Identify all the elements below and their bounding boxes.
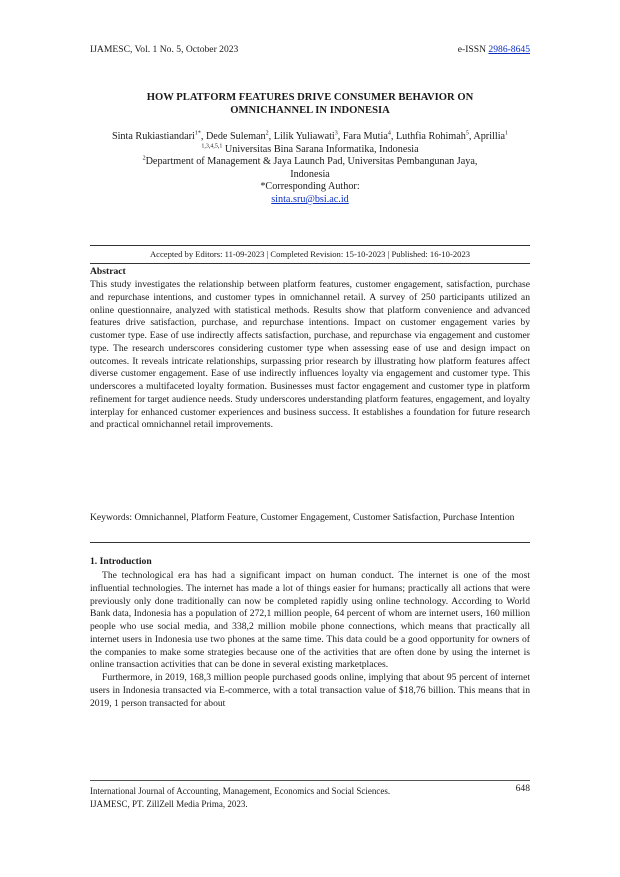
title-line-2: OMNICHANNEL IN INDONESIA xyxy=(230,105,390,116)
footer-line-1: International Journal of Accounting, Management, Economics and Social Sciences. xyxy=(90,786,391,796)
publication-dates: Accepted by Editors: 11-09-2023 | Completed Revision: 15-10-2023 | Published: 16-10-2023 xyxy=(149,249,471,259)
affiliation-2 xyxy=(90,156,530,169)
author-3-sup: 3 xyxy=(334,130,338,137)
eissn xyxy=(458,44,530,55)
affiliation-2-line-2: Indonesia xyxy=(290,168,330,180)
author-5-sup: 5 xyxy=(465,130,469,137)
author-list: Sinta Rukiastiandari$^{1*}$, Dede Suleman$^2$, Lilik Yuliawati$^3$, Fara Mutia$^4$, Luthfia Rohimah$^5$, Aprillia$^1$ xyxy=(111,130,509,142)
page-number: 648 xyxy=(515,783,530,794)
eissn-label: e-ISSN xyxy=(457,44,487,55)
title-line-1: HOW PLATFORM FEATURES DRIVE CONSUMER BEHAVIOR ON xyxy=(146,92,474,103)
author-2-sup: 2 xyxy=(265,130,269,137)
divider-top xyxy=(90,245,530,246)
affiliation-1-text: Universitas Bina Sarana Informatika, Indonesia xyxy=(224,143,419,155)
footer-line-2: IJAMESC, PT. ZillZell Media Prima, 2023. xyxy=(90,798,248,809)
paper-page xyxy=(90,0,530,877)
author-4: Fara Mutia xyxy=(342,131,388,142)
author-2: Dede Suleman xyxy=(205,131,266,142)
abstract-text: This study investigates the relationship between platform features, customer engagement, satisfaction, purchase and repurchase intentions, and customer types in omnichannel retail. A survey of 250 participants utilized an online questionnaire, analyzed with statistical methods. Results show that platform convenience and advanced features drive satisfaction, purchase, and repurchase intentions. Impact on customer engagement varies by customer type. Ease of use indirectly affects satisfaction, purchase, and repurchase via engagement and customer type. The research underscores considering customer type when assessing ease of use and design impact on outcomes. It reveals intricate relationships, surpassing prior research by illustrating how platform features affect diverse customer engagement. Ease of use indirectly influences loyalty via engagement and customer type. This underscores a multifaceted loyalty formation. Businesses must factor engagement and customer type in platform refinement for target audience needs. Study underscores understanding platform features, engagement, and loyalty interplay for enhanced customer experiences and business success. It establishes a foundation for future research and practical omnichannel retail improvements. xyxy=(90,279,530,431)
paper-title xyxy=(90,91,530,117)
journal-issue: IJAMESC, Vol. 1 No. 5, October 2023 xyxy=(90,44,239,55)
keywords-label: Keywords: xyxy=(90,512,133,523)
running-header xyxy=(90,44,530,55)
affiliation-1-sup: 1,3,4,5,1 xyxy=(201,143,223,150)
affiliation-2-line-1: Department of Management & Jaya Launch Pad, Universitas Pembangunan Jaya, xyxy=(145,156,478,168)
footer xyxy=(90,785,490,810)
corresponding-email-link[interactable]: sinta.sru@bsi.ac.id xyxy=(271,193,349,205)
affiliation-2-sup: 2 xyxy=(142,155,146,162)
footer-divider xyxy=(90,780,530,781)
authors-block xyxy=(90,131,530,207)
divider-keywords xyxy=(90,542,530,543)
author-1-sup: 1* xyxy=(194,130,201,137)
introduction-paragraph-2: Furthermore, in 2019, 168,3 million people purchased goods online, implying that about 95 percent of internet users in Indonesia transacted via E-commerce, with a total transaction value of $18,76 billion. This means that in 2019, 1 person transacted for about xyxy=(90,672,530,709)
keywords xyxy=(90,512,530,525)
author-4-sup: 4 xyxy=(387,130,391,137)
author-1: Sinta Rukiastiandari xyxy=(111,131,195,142)
affiliation-1 xyxy=(90,144,530,157)
author-5: Luthfia Rohimah xyxy=(395,131,466,142)
keywords-text: Omnichannel, Platform Feature, Customer Engagement, Customer Satisfaction, Purchase Intention xyxy=(134,512,515,523)
introduction-body xyxy=(90,570,530,710)
divider-bottom xyxy=(90,263,530,264)
abstract-heading: Abstract xyxy=(90,266,126,277)
eissn-link[interactable]: 2986-8645 xyxy=(488,44,530,55)
author-6-sup: 1 xyxy=(505,130,509,137)
corresponding-author-label: *Corresponding Author: xyxy=(260,181,360,193)
introduction-paragraph-1: The technological era has had a significant impact on human conduct. The internet is one of the most influential technologies. The internet has made a lot of things easier for humans; practically all actions that were previously only done traditionally can now be completed rapidly using online technology. According to World Bank data, Indonesia has a population of 272,1 million people, 64 percent of whom are internet users, 160 million people who use social media, and 338,2 million mobile phone connections, which means that practically all internet users in Indonesia use two phones at the same time. This data could be a good opportunity for owners of the companies to make some strategies because one of the activities that are often done by using the internet is online transaction activities that can be done in several existing marketplaces. xyxy=(90,570,530,671)
author-6: Aprillia xyxy=(473,131,506,142)
section-heading-introduction: 1. Introduction xyxy=(90,556,152,567)
author-3: Lilik Yuliawati xyxy=(273,131,335,142)
